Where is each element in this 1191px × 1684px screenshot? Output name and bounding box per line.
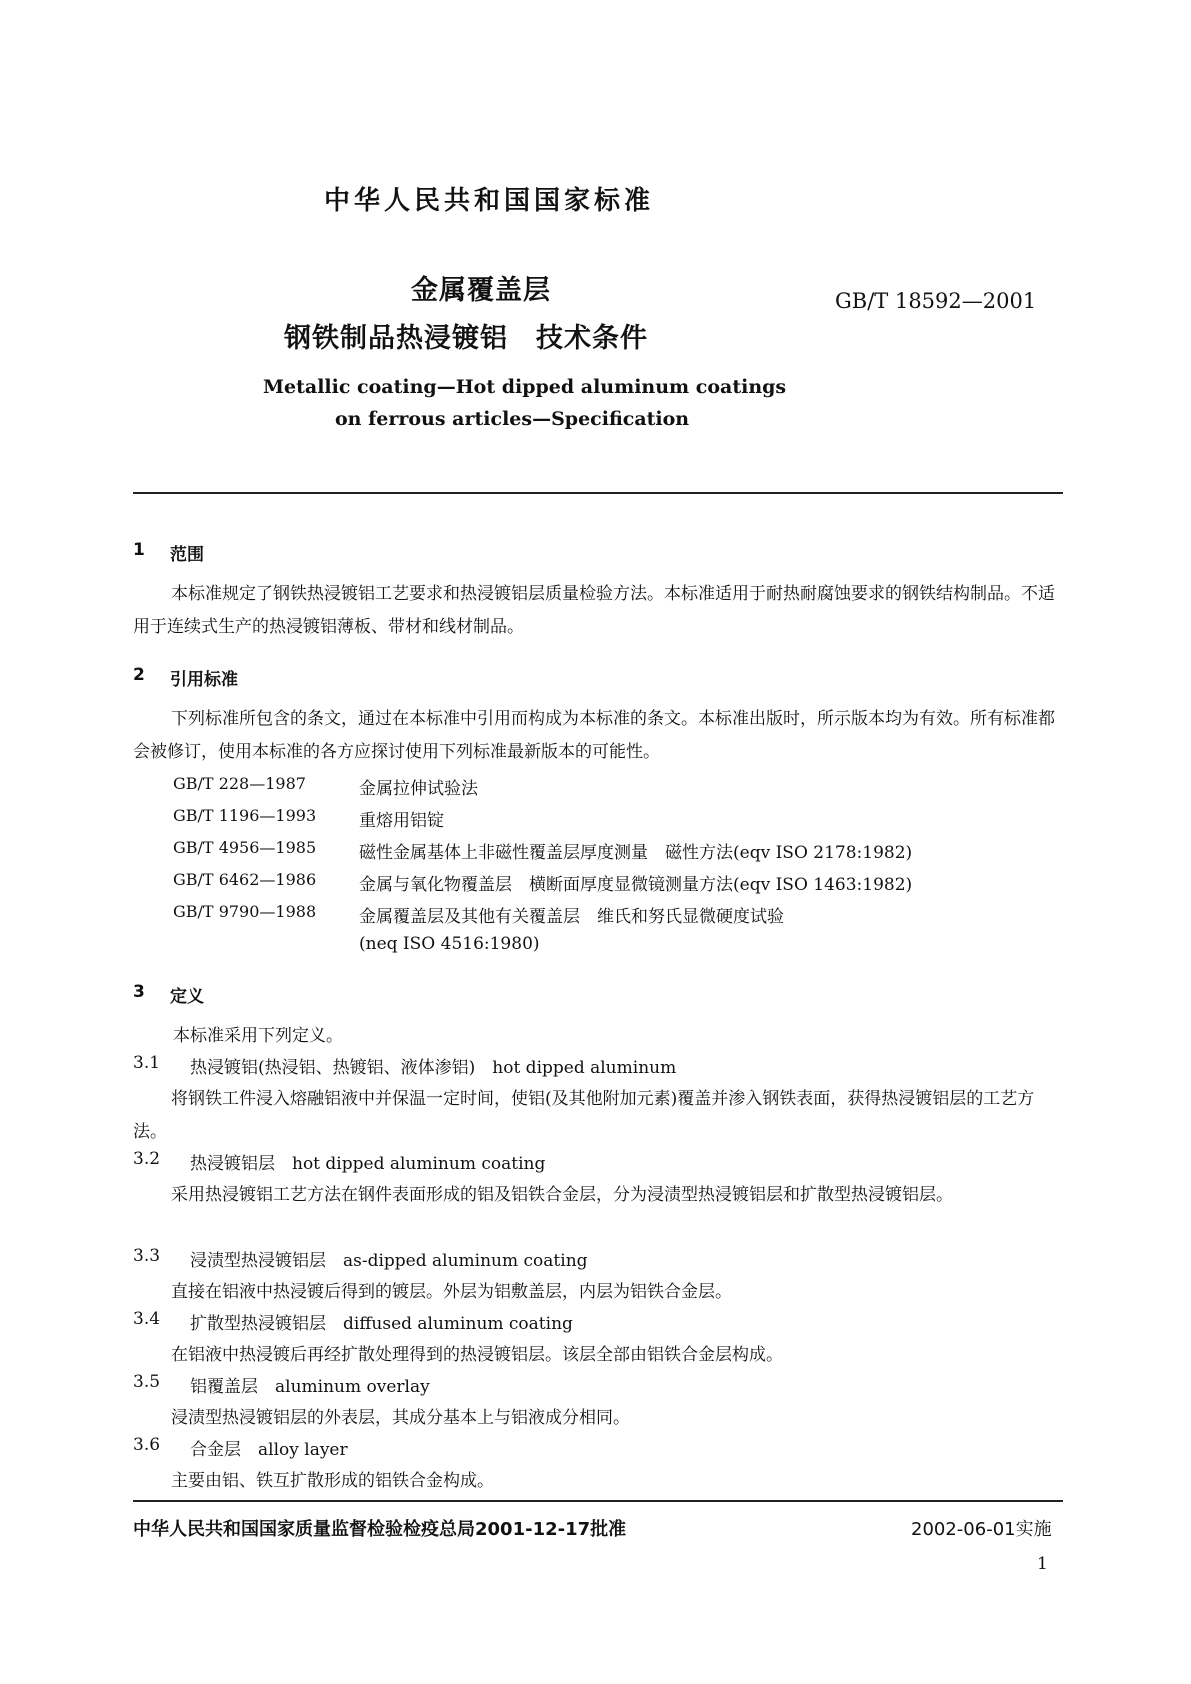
- section-2-number: 2: [133, 665, 145, 685]
- definition-number: 3.6: [133, 1435, 161, 1455]
- definition-body: 采用热浸镀铝工艺方法在钢件表面形成的铝及铝铁合金层，分为浸渍型热浸镀铝层和扩散型热浸镀铝层。: [171, 1185, 953, 1205]
- definition-term: 浸渍型热浸镀铝层 as-dipped aluminum coating: [190, 1251, 588, 1271]
- definition-term: 热浸镀铝(热浸铝、热镀铝、液体渗铝) hot dipped aluminum: [190, 1058, 677, 1078]
- section-2-heading: 引用标准: [170, 670, 238, 690]
- standard-number: GB/T 18592—2001: [835, 289, 1037, 313]
- definition-number: 3.4: [133, 1309, 161, 1329]
- definition-body: 主要由铝、铁互扩散形成的铝铁合金构成。: [171, 1471, 494, 1491]
- definition-number: 3.1: [133, 1053, 161, 1073]
- definition-body: 将钢铁工件浸入熔融铝液中并保温一定时间，使铝(及其他附加元素)覆盖并渗入钢铁表面，获得热浸镀铝层的工艺方法。: [133, 1089, 1035, 1142]
- definition-body: 在铝液中热浸镀后再经扩散处理得到的热浸镀铝层。该层全部由铝铁合金层构成。: [171, 1345, 783, 1365]
- definition-term: 铝覆盖层 aluminum overlay: [190, 1377, 430, 1397]
- reference-title: 重熔用铝锭: [359, 811, 444, 831]
- definition-number: 3.5: [133, 1372, 161, 1392]
- reference-code: GB/T 1196—1993: [173, 806, 317, 825]
- section-3-heading: 定义: [170, 987, 204, 1007]
- section-1-heading: 范围: [170, 545, 204, 565]
- standard-title-line2: 钢铁制品热浸镀铝 技术条件: [284, 323, 648, 354]
- reference-code: GB/T 4956—1985: [173, 838, 317, 857]
- issuing-authority: 中华人民共和国国家标准: [324, 186, 655, 216]
- definition-number: 3.3: [133, 1246, 161, 1266]
- section-2-paragraph: 下列标准所包含的条文，通过在本标准中引用而构成为本标准的条文。本标准出版时，所示版本均为有效。所有标准都会被修订，使用本标准的各方应探讨使用下列标准最新版本的可能性。: [133, 709, 1055, 762]
- implementation-date: 2002-06-01实施: [911, 1519, 1052, 1540]
- reference-code: GB/T 9790—1988: [173, 902, 317, 921]
- section-1-paragraph: 本标准规定了钢铁热浸镀铝工艺要求和热浸镀铝层质量检验方法。本标准适用于耐热耐腐蚀要求的钢铁结构制品。不适用于连续式生产的热浸镀铝薄板、带材和线材制品。: [133, 584, 1055, 637]
- definition-number: 3.2: [133, 1149, 161, 1169]
- definition-term: 扩散型热浸镀铝层 diffused aluminum coating: [190, 1314, 573, 1334]
- reference-continuation: (neq ISO 4516:1980): [359, 934, 540, 954]
- definition-term: 热浸镀铝层 hot dipped aluminum coating: [190, 1154, 546, 1174]
- definition-body: 浸渍型热浸镀铝层的外表层，其成分基本上与铝液成分相同。: [171, 1408, 630, 1428]
- definition-term: 合金层 alloy layer: [190, 1440, 348, 1460]
- header-divider: [133, 492, 1063, 494]
- english-title-line1: Metallic coating—Hot dipped aluminum coatings: [263, 376, 787, 398]
- reference-title: 金属覆盖层及其他有关覆盖层 维氏和努氏显微硬度试验: [359, 907, 784, 927]
- approval-statement: 中华人民共和国国家质量监督检验检疫总局2001-12-17批准: [133, 1519, 627, 1540]
- reference-title: 磁性金属基体上非磁性覆盖层厚度测量 磁性方法(eqv ISO 2178:1982): [359, 843, 913, 863]
- reference-code: GB/T 228—1987: [173, 774, 306, 793]
- section-3-number: 3: [133, 982, 145, 1002]
- footer-divider: [133, 1500, 1063, 1502]
- english-title-line2: on ferrous articles—Specification: [335, 408, 690, 430]
- page-number: 1: [1037, 1554, 1048, 1574]
- reference-code: GB/T 6462—1986: [173, 870, 317, 889]
- reference-title: 金属拉伸试验法: [359, 779, 478, 799]
- standard-title-line1: 金属覆盖层: [411, 275, 551, 306]
- section-3-intro: 本标准采用下列定义。: [173, 1026, 343, 1046]
- definition-body: 直接在铝液中热浸镀后得到的镀层。外层为铝敷盖层，内层为铝铁合金层。: [171, 1282, 732, 1302]
- section-1-number: 1: [133, 540, 145, 560]
- reference-title: 金属与氧化物覆盖层 横断面厚度显微镜测量方法(eqv ISO 1463:1982): [359, 875, 913, 895]
